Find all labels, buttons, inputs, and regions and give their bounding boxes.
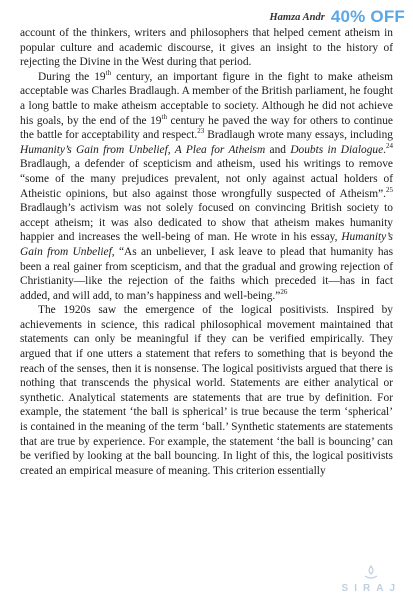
footnote-ref-26[interactable]: 26 [280, 287, 288, 296]
paragraph-3-text: The 1920s saw the emergence of the logical positivists. Inspired by achievements in science, this radical philosophical movement maintained that statements can only be meaningful if they can be verified empirically. They argued that if one utters a statement that refers to something that is beyond the reach of the senses, then it is nonsense. The logical positivists argued that there is nothing that transcends the physical world. Statements are either analytical or synthetic. Analytical statements are statements that are true by definition. For example, the statement ‘the ball is spherical’ is true because the term ‘spherical’ is contained in the meaning of the term ‘ball.’ Synthetic statements are statements that are true by experience. For example, the statement ‘the ball is bouncing’ can be verified by looking at the ball bouncing. In light of this, the logical positivists created an empirical measure of meaning. This criterion essentially [20, 304, 393, 477]
book-title-humanitys-gain-2: Humanity’s Gain from Unbelief [20, 231, 393, 258]
book-title-plea-for-atheism: A Plea for Atheism [174, 143, 266, 156]
p2-text-d: Bradlaugh wrote many essays, including [204, 129, 393, 142]
book-title-humanitys-gain: Humanity’s Gain from Unbelief [20, 143, 168, 156]
paragraph-1 [20, 26, 393, 70]
book-title-doubts-in-dialogue: Doubts in Dialogue [290, 143, 384, 156]
p2-text-j: , “As an unbeliever, I ask leave to plead that humanity has been a real gainer from scepticism, and that the gradual and growing rejection of Christianity—like the rejection of the faiths which preceded it—has in fact added, and will add, to man’s happiness and well-being.” [20, 245, 394, 302]
ordinal-superscript: th [105, 68, 112, 77]
discount-badge: 40% OFF [330, 7, 405, 26]
running-head-author: Hamza Andr [269, 11, 325, 23]
paragraph-2: During the 19th century, an important figure in the fight to make atheism acceptable was Charles Bradlaugh. A member of the British parliament, he fought a long battle to make atheism acceptable to society. Although he did not achieve his goals, by the end of the 19th century he paved the way for others to continue the battle for acceptability and respect.$^{23}$ Bradlaugh wrote many essays, including Humanity’s Gain from Unbelief, A Plea for Atheism and Doubts in Dialogue.$^{24}$ Bradlaugh, a defender of scepticism and atheism, used his writings to remove “some of the many prejudices prevalent, not only against actual holders of Atheistic opinions, but also against those wrongfully suspected of Atheism”.$^{25}$ Bradlaugh’s activism was not solely focused on convincing British society to accept atheism; it was also dedicated to show that atheism makes humanity happier and increases the well-being of man. He wrote in his essay, Humanity’s Gain from Unbelief, “As an unbeliever, I ask leave to plead that humanity has been a real gainer from scepticism, and that the gradual and growing rejection of Christianity—like the rejection of the faiths which preceded it—has in fact added, and will add, to man’s happiness and well-being.”$^{26}$ [20, 68, 394, 302]
siraj-watermark [342, 564, 401, 594]
p2-text-g: Bradlaugh, a defender of scepticism and atheism, used his writings to remove “some of the many prejudices prevalent, not only against actual holders of Atheistic opinions, but also against those wrongfully suspected of Atheism”. [20, 158, 393, 200]
p2-text-c: century he paved the way for others to continue the battle for acceptability and respect. [20, 114, 393, 142]
footnote-ref-23[interactable]: 23 [197, 127, 205, 136]
p2-text-e: , [167, 143, 175, 156]
p2-text-h: Bradlaugh’s activism was not solely focused on convincing British society to accept atheism; it was also dedicated to show that atheism makes humanity happier and increases the well-being of man. He wrote in his essay, [20, 202, 393, 244]
p2-text-b: century, an important figure in the fight to make atheism acceptable was Charles Bradlaugh. A member of the British parliament, he fought a long battle to make atheism acceptable to society. Although he did not achieve his goals, by the end of the 19 [20, 70, 393, 127]
p2-text-a: During the 19 [38, 70, 106, 83]
siraj-lamp-icon [362, 564, 380, 582]
footnote-ref-24[interactable]: 24 [386, 141, 394, 150]
paragraph-1-text: account of the thinkers, writers and philosophers that helped cement atheism in popular culture and academic discourse, it gives an insight to the history of rejecting the Divine in the West during that period. [20, 27, 393, 69]
ordinal-superscript: th [161, 112, 167, 121]
footnote-ref-25[interactable]: 25 [386, 185, 393, 194]
p2-text-f: and [265, 143, 291, 156]
paragraph-3 [20, 303, 393, 478]
watermark-text: SIRAJ [341, 583, 401, 594]
page-header [270, 6, 405, 28]
page-body [20, 26, 393, 478]
